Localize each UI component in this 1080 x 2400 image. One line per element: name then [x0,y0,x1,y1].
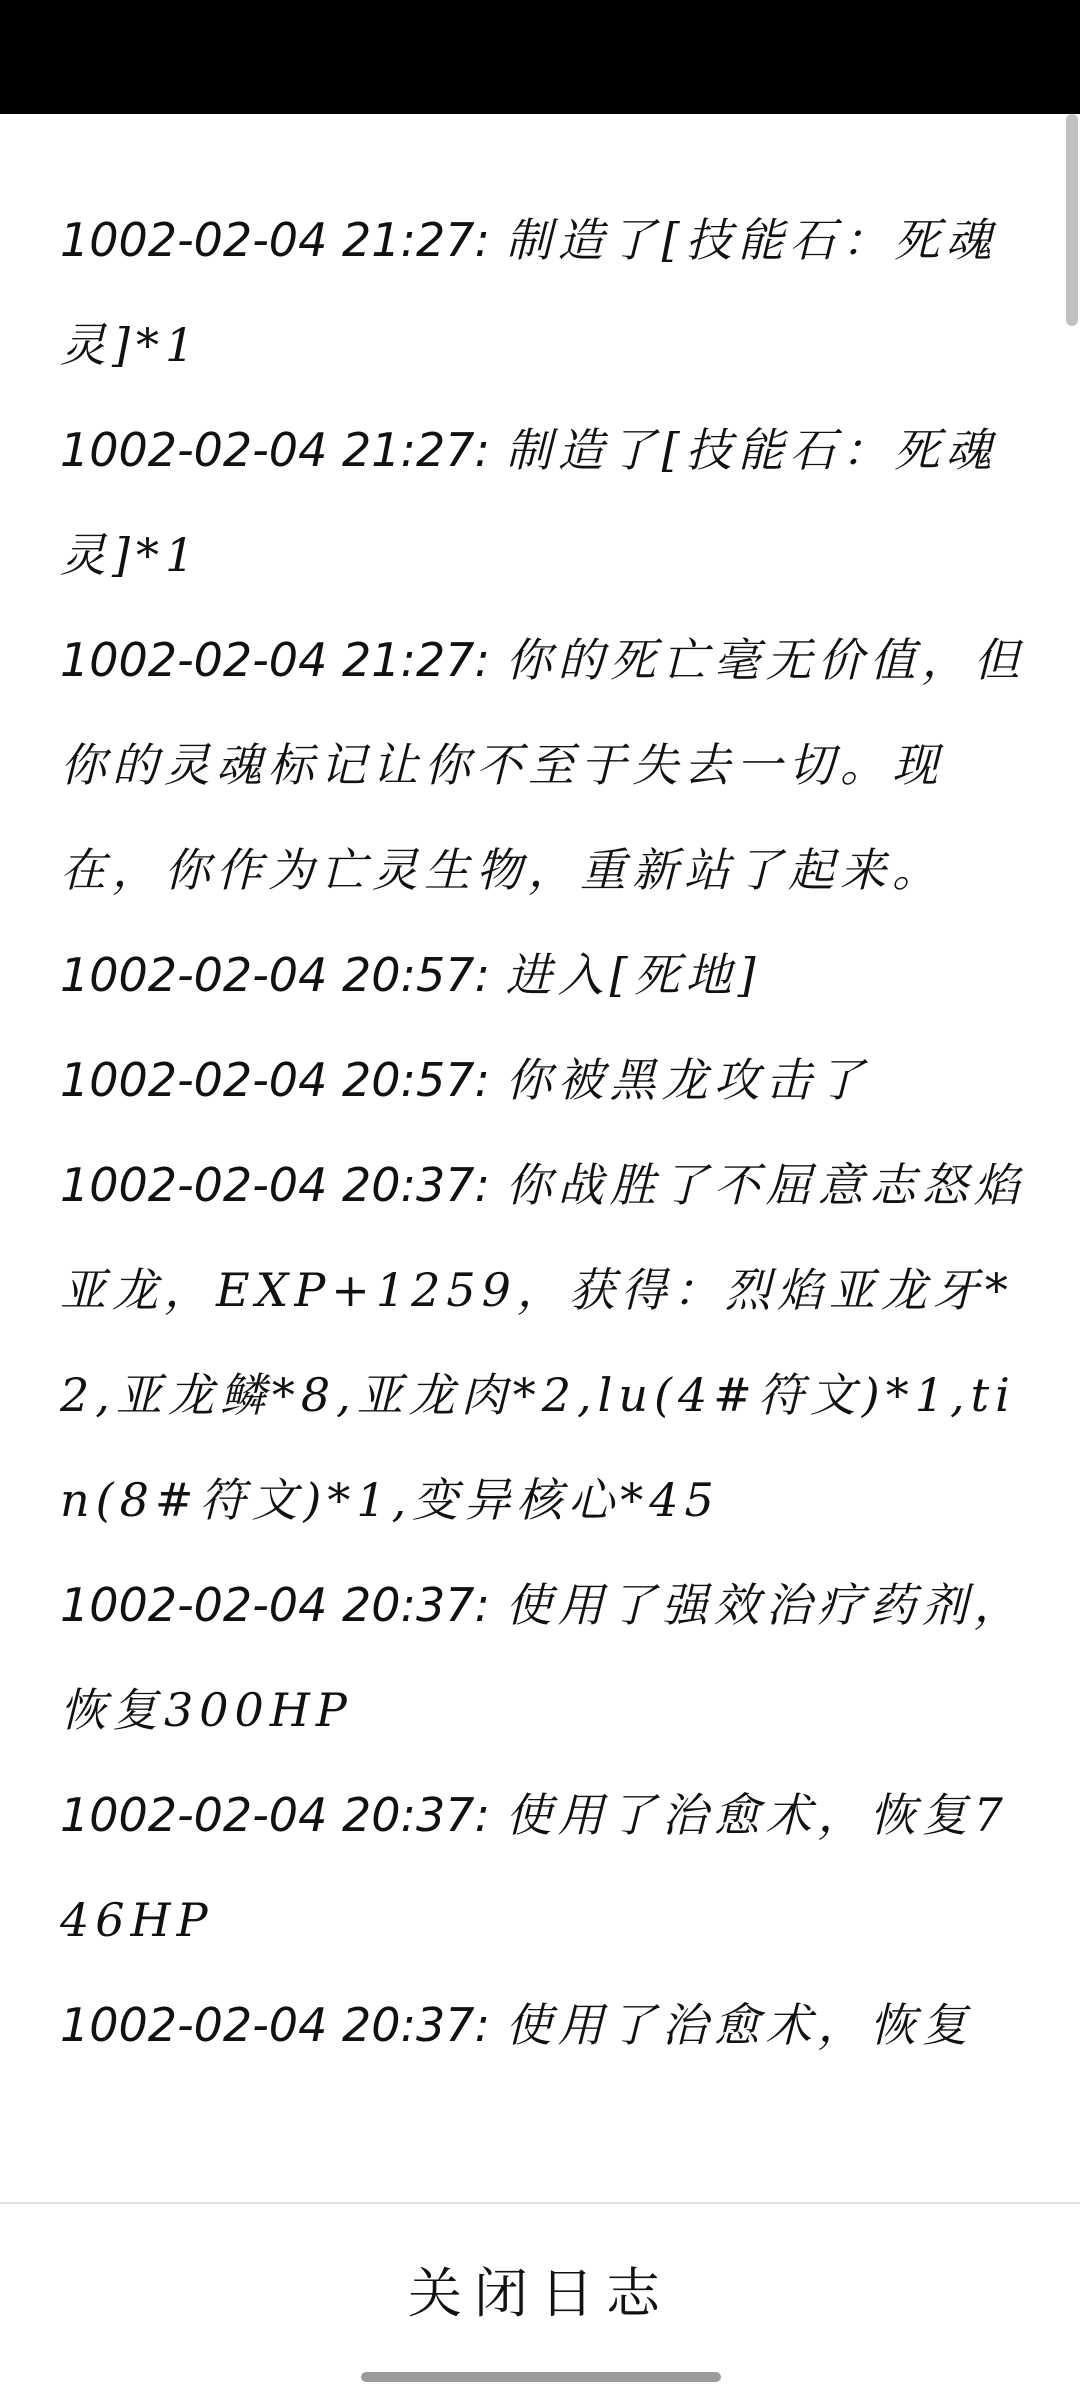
log-message: 进入[死地] [505,948,762,1002]
log-message: 制造了[技能石：死魂灵]*1 [60,213,998,372]
scrollbar-track[interactable] [1064,114,1080,2202]
log-entry [60,398,1030,608]
log-message: 你战胜了不屈意志怒焰亚龙，EXP+1259，获得：烈焰亚龙牙*2,亚龙鳞*8,亚龙肉*2,lu(4#符文)*1,tin(8#符文)*1,变异核心*45 [60,1158,1026,1527]
log-timestamp: 1002-02-04 21:27: [60,423,491,477]
log-timestamp: 1002-02-04 20:37: [60,1578,491,1632]
scrollbar-thumb[interactable] [1066,114,1078,326]
log-entry [60,1553,1030,1763]
close-log-button[interactable]: 关闭日志 [408,2261,672,2325]
log-entry [60,1973,1030,2078]
log-entry [60,1133,1030,1553]
status-bar [0,0,1080,114]
footer [0,2204,1080,2400]
log-message: 使用了治愈术，恢复746HP [60,1788,1009,1947]
log-list [0,114,1080,2078]
log-timestamp: 1002-02-04 20:57: [60,948,491,1002]
log-entry [60,608,1030,923]
home-indicator[interactable] [361,2372,721,2382]
log-panel[interactable] [0,114,1080,2202]
log-timestamp: 1002-02-04 20:37: [60,1788,491,1842]
log-timestamp: 1002-02-04 20:37: [60,1158,491,1212]
log-timestamp: 1002-02-04 21:27: [60,213,491,267]
log-message: 使用了强效治疗药剂，恢复300HP [60,1578,1026,1737]
log-entry [60,1763,1030,1973]
log-timestamp: 1002-02-04 21:27: [60,633,491,687]
log-entry [60,188,1030,398]
log-timestamp: 1002-02-04 20:37: [60,1998,491,2052]
log-entry [60,923,1030,1028]
log-message: 你被黑龙攻击了 [505,1053,870,1107]
log-timestamp: 1002-02-04 20:57: [60,1053,491,1107]
log-message: 使用了治愈术，恢复 [505,1998,974,2052]
log-entry [60,1028,1030,1133]
log-message: 制造了[技能石：死魂灵]*1 [60,423,998,582]
log-message: 你的死亡毫无价值，但你的灵魂标记让你不至于失去一切。现在，你作为亡灵生物，重新站了起来。 [60,633,1026,897]
